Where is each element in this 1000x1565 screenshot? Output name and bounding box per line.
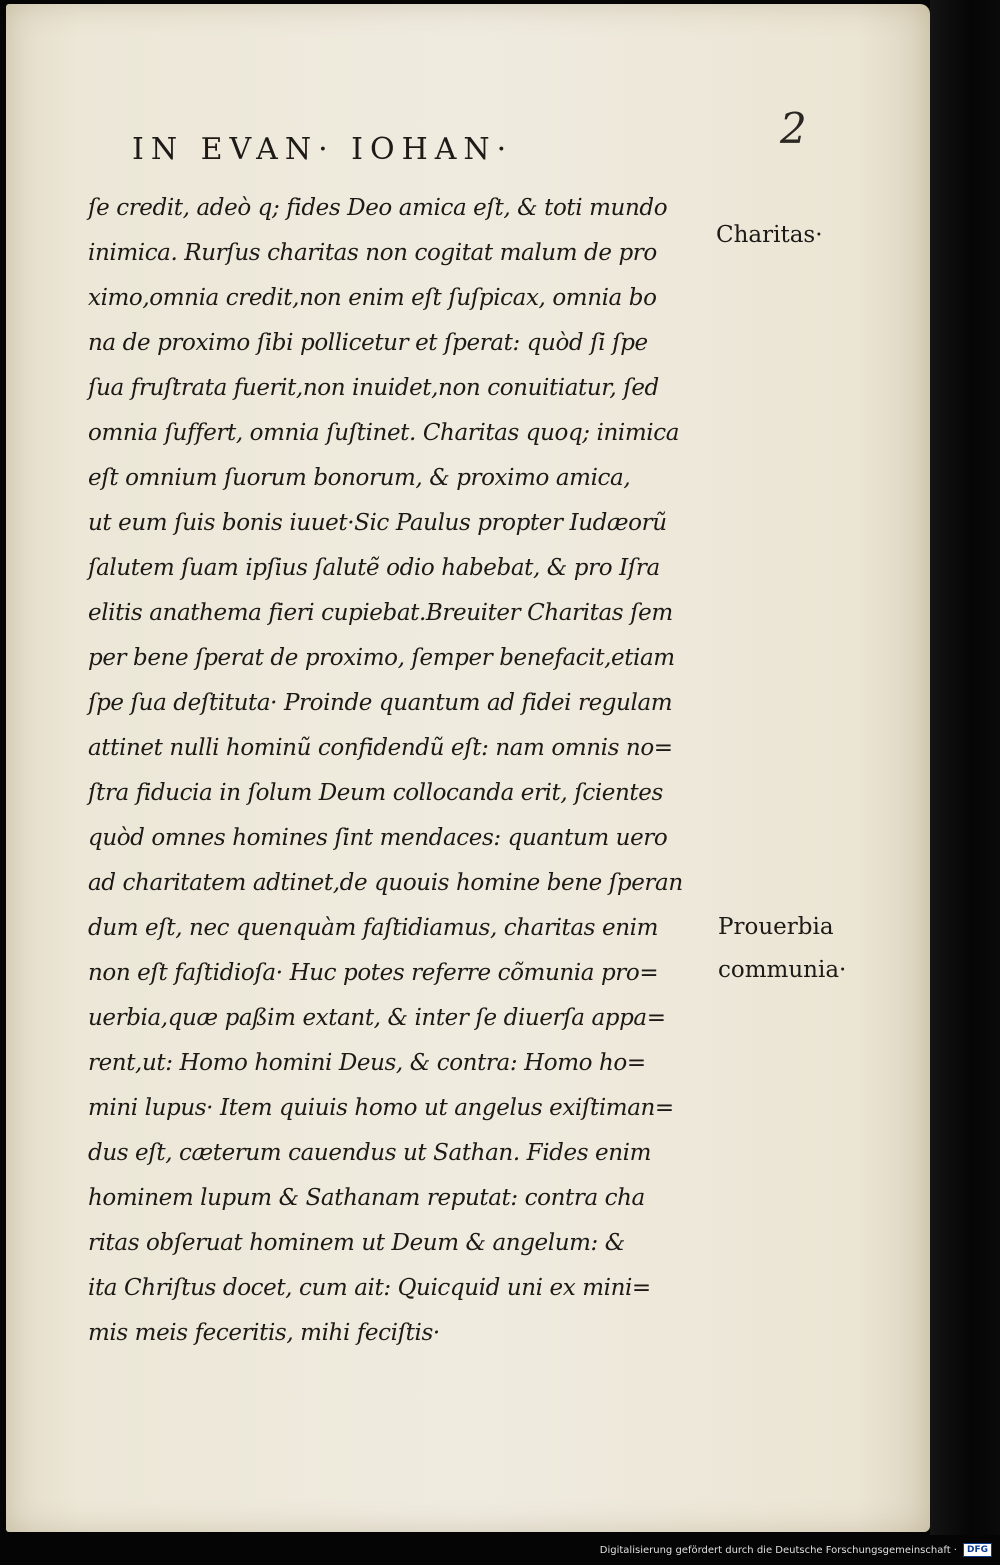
text-line: ut eum ſuis bonis iuuet·Sic Paulus propter Iudæorũ [88,510,667,536]
text-line: ſe credit, adeò q; fides Deo amica eſt, & toti mundo [88,195,668,221]
text-line: inimica. Rurſus charitas non cogitat malum de pro [88,240,657,266]
text-line: elitis anathema fieri cupiebat.Breuiter Charitas ſem [88,600,673,626]
margin-note-prouerbia [718,906,846,992]
text-line: hominem lupum & Sathanam reputat: contra cha [88,1185,645,1211]
text-line: dus eſt, cæterum cauendus ut Sathan. Fides enim [88,1140,651,1166]
text-line: dum eſt, nec quenquàm faſtidiamus, charitas enim [88,915,658,941]
text-line: attinet nulli hominũ confidendũ eſt: nam omnis no= [88,735,673,761]
text-line: ſpe ſua deſtituta· Proinde quantum ad fidei regulam [88,690,673,716]
body-text [88,186,728,1356]
dfg-logo: DFG [963,1543,992,1557]
text-line: rent,ut: Homo homini Deus, & contra: Homo ho= [88,1050,646,1076]
margin-note-line: communia· [718,957,847,983]
book-spine-edge [930,0,1000,1535]
text-line: eſt omnium ſuorum bonorum, & proximo amica, [88,465,631,491]
text-line: ximo,omnia credit,non enim eſt ſuſpicax, omnia bo [88,285,657,311]
text-line: na de proximo ſibi pollicetur et ſperat: quòd ſi ſpe [88,330,648,356]
text-line: per bene ſperat de proximo, ſemper benefacit,etiam [88,645,675,671]
text-line: omnia ſuffert, omnia ſuſtinet. Charitas quoq; inimica [88,420,680,446]
text-line: ad charitatem adtinet,de quouis homine bene ſperan [88,870,683,896]
text-line: ſalutem ſuam ipſius ſalutẽ odio habebat, & pro Iſra [88,555,660,581]
running-title: IN EVAN· IOHAN· [132,132,514,167]
text-line: ſtra fiducia in ſolum Deum collocanda erit, ſcientes [88,780,663,806]
text-line: uerbia,quæ paßim extant, & inter ſe diuerſa appa= [88,1005,666,1031]
text-line: mis meis feceritis, mihi feciſtis· [88,1320,440,1346]
text-line: ritas obſeruat hominem ut Deum & angelum: & [88,1230,625,1256]
text-line: non eſt faſtidioſa· Huc potes referre cõmunia pro= [88,960,659,986]
text-line: ita Chriſtus docet, cum ait: Quicquid uni ex mini= [88,1275,651,1301]
funding-credit: Digitalisierung gefördert durch die Deutsche Forschungsgemeinschaft · [599,1544,957,1556]
text-line: ſua fruſtrata fuerit,non inuidet,non conuitiatur, ſed [88,375,659,401]
margin-note-line: Prouerbia [718,914,834,940]
text-line: quòd omnes homines ſint mendaces: quantum uero [88,825,668,851]
folio-number: 2 [780,104,807,153]
text-line: mini lupus· Item quiuis homo ut angelus exiſtiman= [88,1095,674,1121]
digitization-footer [600,1543,992,1557]
margin-note-charitas: Charitas· [716,222,823,248]
